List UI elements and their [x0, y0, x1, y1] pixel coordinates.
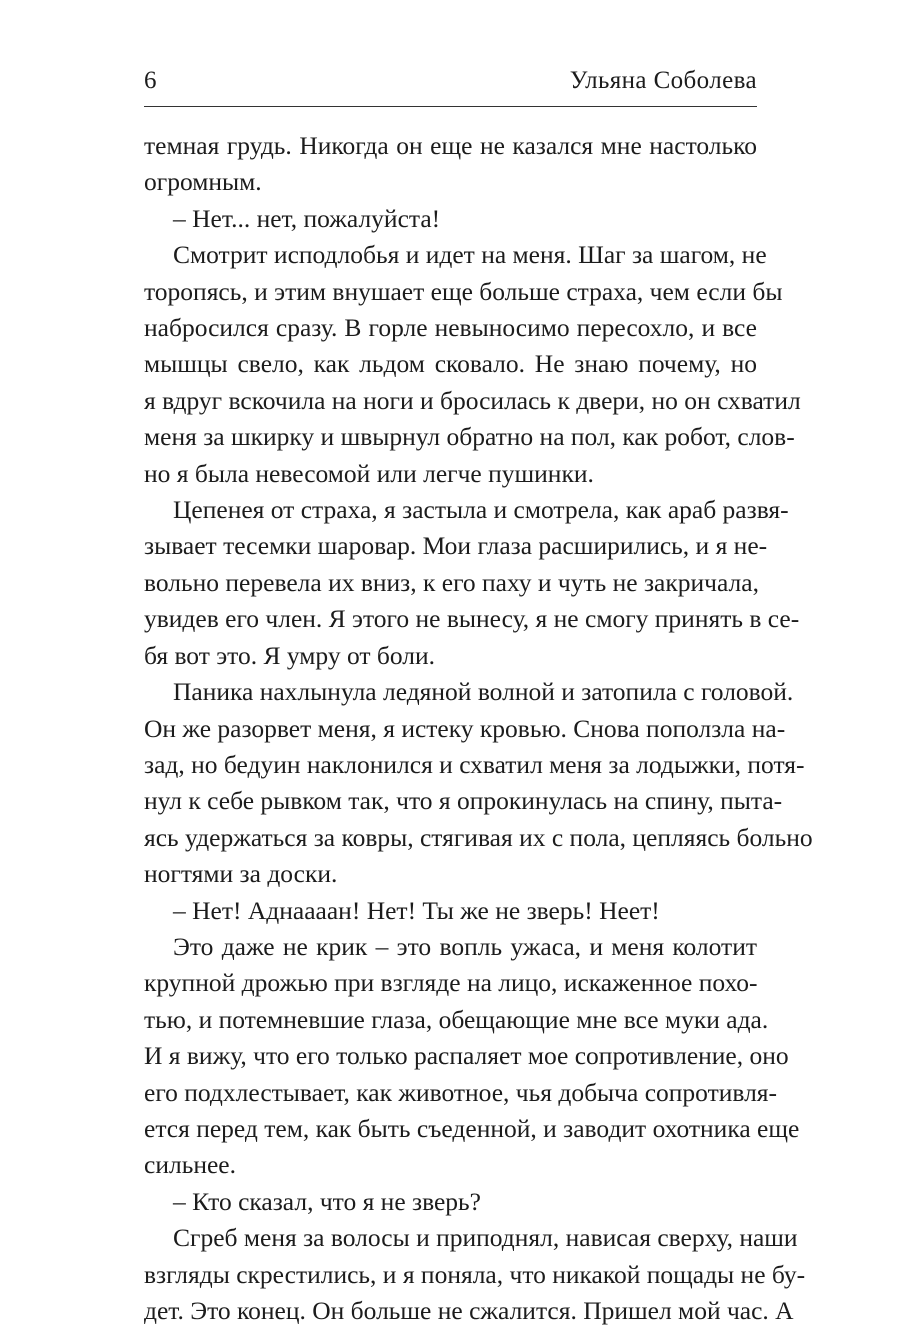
- paragraph: [144, 1184, 757, 1220]
- text-line: его подхлестывает, как животное, чья добыча сопротивля-: [144, 1077, 778, 1107]
- paragraph: [144, 201, 757, 237]
- text-line: меня за шкирку и швырнул обратно на пол, как робот, слов-: [144, 422, 795, 452]
- text-line: Цепенея от страха, я застыла и смотрела, как араб развя-: [173, 495, 789, 525]
- text-line: – Кто сказал, что я не зверь?: [173, 1186, 482, 1216]
- text-line: – Нет... нет, пожалуйста!: [173, 203, 441, 233]
- paragraph: [144, 1220, 806, 1329]
- paragraph: [144, 674, 813, 892]
- text-line: ногтями за доски.: [144, 859, 338, 889]
- text-line: увидев его член. Я этого не вынесу, я не смогу принять в се-: [144, 604, 800, 634]
- text-line: тью, и потемневшие глаза, обещающие мне все муки ада.: [144, 1004, 769, 1034]
- paragraph: [144, 128, 757, 201]
- paragraph: [144, 237, 801, 492]
- text-line: темная грудь. Никогда он еще не казался мне настолько: [144, 131, 757, 160]
- text-line: нул к себе рывком так, что я опрокинулась на спину, пыта-: [144, 786, 783, 816]
- paragraph: [144, 893, 757, 929]
- page-number: 6: [144, 67, 157, 94]
- running-head-author: Ульяна Соболева: [569, 67, 757, 94]
- text-line: набросился сразу. В горле невыносимо пересохло, и все: [144, 313, 757, 343]
- text-line: ясь удержаться за ковры, стягивая их с пола, цепляясь больно: [144, 822, 813, 852]
- text-line: ется перед тем, как быть съеденной, и заводит охотника еще: [144, 1113, 800, 1143]
- text-line: вольно перевела их вниз, к его паху и чуть не закричала,: [144, 567, 759, 597]
- paragraph: [144, 929, 800, 1184]
- paragraph: [144, 492, 800, 674]
- text-line: Он же разорвет меня, я истеку кровью. Снова поползла на-: [144, 713, 786, 743]
- header-divider: [144, 106, 757, 107]
- text-line: торопясь, и этим внушает еще больше страха, чем если бы: [144, 276, 783, 306]
- page-header: [144, 66, 757, 100]
- text-line: сильнее.: [144, 1150, 236, 1180]
- text-line: но я была невесомой или легче пушинки.: [144, 458, 594, 488]
- text-line: мышцы свело, как льдом сковало. Не знаю почему, но: [144, 349, 757, 379]
- text-line: взгляды скрестились, и я поняла, что никакой пощады не бу-: [144, 1259, 806, 1289]
- body-text: [144, 128, 813, 1329]
- text-line: Это даже не крик – это вопль ужаса, и меня колотит: [173, 931, 757, 961]
- text-line: Сгреб меня за волосы и приподнял, нависая сверху, наши: [173, 1223, 798, 1253]
- text-line: бя вот это. Я умру от боли.: [144, 640, 436, 670]
- text-line: Смотрит исподлобья и идет на меня. Шаг за шагом, не: [173, 240, 767, 270]
- text-line: дет. Это конец. Он больше не сжалится. Пришел мой час. А: [144, 1296, 794, 1325]
- text-line: зывает тесемки шаровар. Мои глаза расширились, и я не-: [144, 531, 768, 561]
- text-line: – Нет! Аднаааан! Нет! Ты же не зверь! Неет!: [173, 895, 660, 925]
- text-line: И я вижу, что его только распаляет мое сопротивление, оно: [144, 1041, 789, 1071]
- text-line: Паника нахлынула ледяной волной и затопила с головой.: [173, 677, 794, 707]
- text-line: зад, но бедуин наклонился и схватил меня за лодыжки, потя-: [144, 749, 805, 779]
- text-line: я вдруг вскочила на ноги и бросилась к двери, но он схватил: [144, 385, 801, 415]
- text-line: огромным.: [144, 167, 262, 197]
- text-line: крупной дрожью при взгляде на лицо, искаженное похо-: [144, 968, 758, 998]
